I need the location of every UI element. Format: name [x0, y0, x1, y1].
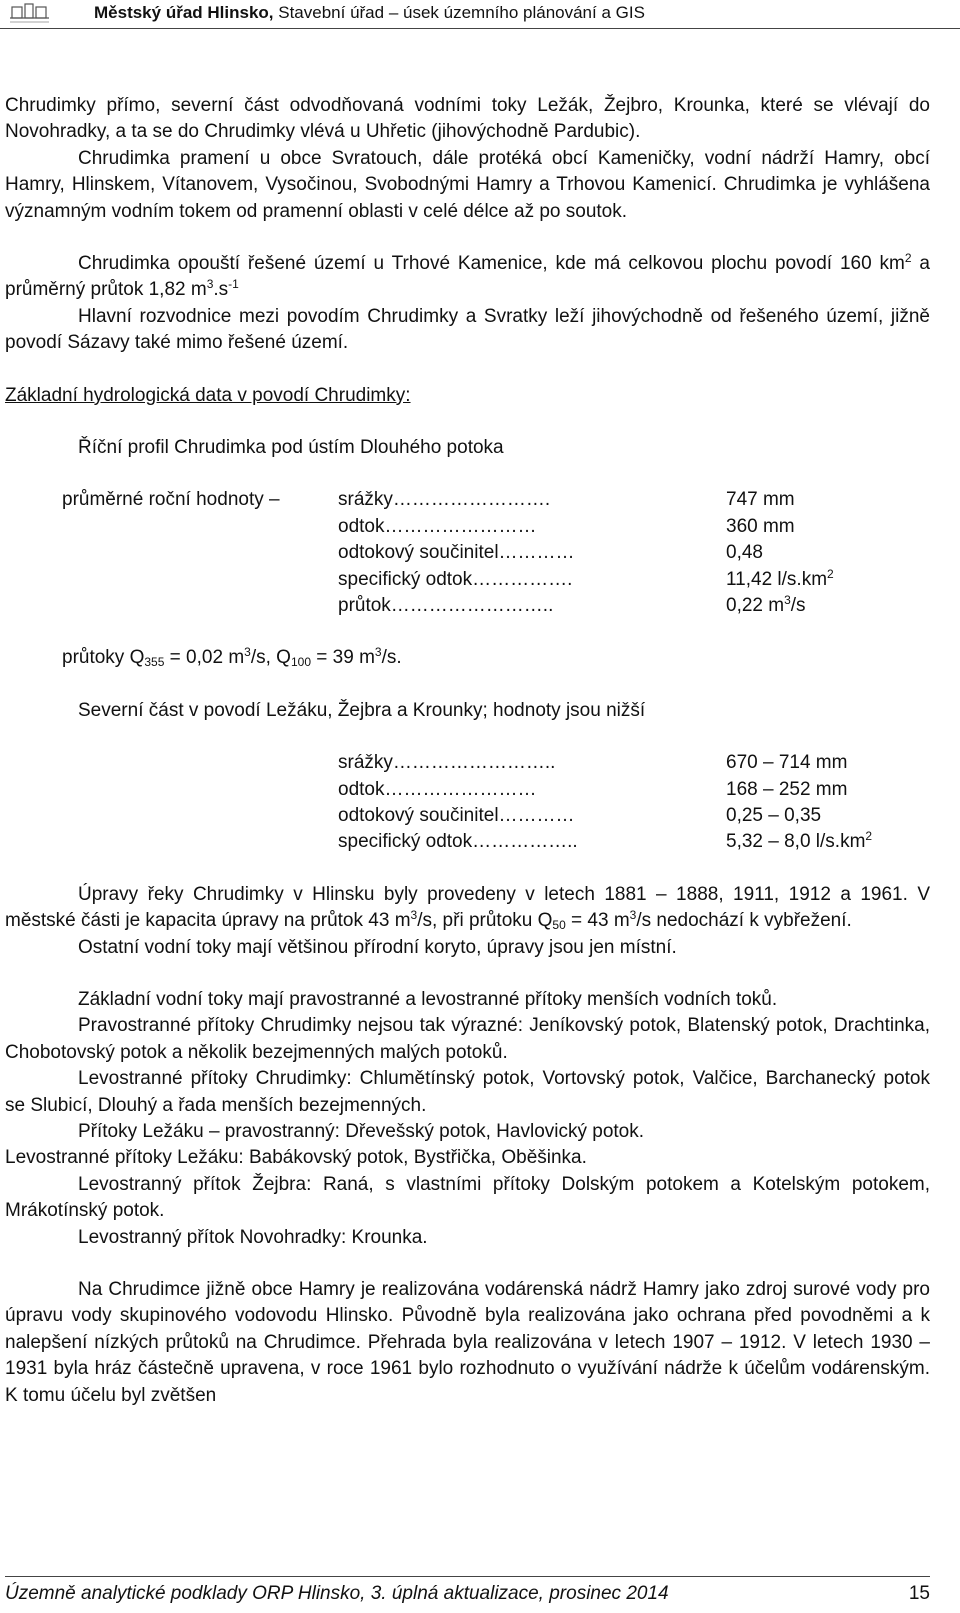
paragraph-1: Chrudimky přímo, severní část odvodňovaná vodními toky Ležák, Žejbro, Krounka, které se vlévají do Novohradky, a ta se do Chrudimky vlévá u Uhřetic (jihovýchodně Pardubic). [5, 95, 930, 143]
footer-text: Územně analytické podklady ORP Hlinsko, 3. úplná aktualizace, prosinec 2014 [5, 1583, 669, 1604]
avg-values-label: průměrné roční hodnoty – [62, 489, 280, 511]
document-body [5, 93, 930, 1409]
paragraph-8: Pravostranné přítoky Chrudimky nejsou tak výrazné: Jeníkovský potok, Blatenský potok, Drachtinka, Chobotovský potok a několik bezejmenných malých potoků. [5, 1015, 930, 1063]
profile-title-1: Říční profil Chrudimka pod ústím Dlouhého potoka [78, 437, 504, 459]
paragraph-11: Levostranné přítoky Ležáku: Babákovský potok, Bystřička, Oběšinka. [5, 1147, 587, 1169]
table-row: odtok…………………… 168 – 252 mm [338, 778, 848, 800]
table-row: odtok…………………… 360 mm [338, 515, 795, 537]
table-row: průtok…………………….. 0,22 $m^3/s$ [338, 593, 806, 617]
paragraph-10: Přítoky Ležáku – pravostranný: Dřevešský potok, Havlovický potok. [78, 1121, 645, 1143]
paragraph-6: Ostatní vodní toky mají většinou přírodní koryto, úpravy jsou jen místní. [78, 936, 677, 958]
page-header [0, 0, 960, 29]
header-title [94, 3, 645, 23]
table-row: specifický odtok…………….. 5,32 – 8,0 $l/s.km^2$ [338, 829, 873, 853]
table-row: srážky…………………….. 670 – 714 mm [338, 752, 848, 774]
paragraph-12: Levostranný přítok Žejbra: Raná, s vlastními přítoky Dolským potokem a Kotelským potokem, Mrákotínský potok. [5, 1173, 930, 1222]
table-row: odtokový součinitel………… 0,48 [338, 542, 763, 564]
table-row: průměrné roční hodnoty – srážky……………………. 747 mm [5, 487, 930, 513]
table-row: odtokový součinitel………… 0,25 – 0,35 [338, 805, 822, 826]
city-logo-icon [7, 1, 59, 25]
page-number: 15 [908, 1583, 930, 1604]
hydro-heading: Základní hydrologická data v povodí Chrudimky: [5, 384, 411, 406]
paragraph-3: Chrudimka opouští řešené území u Trhové Kamenice, kde má celkovou plochu povodí 160 $km^2$ a průměrný průtok 1,82 $m^3.s^{-1}$ [5, 251, 930, 301]
page-footer [5, 1576, 930, 1607]
table-row: specifický odtok……………. 11,42 $l/s.km^2$ [338, 566, 834, 590]
paragraph-5: Úpravy řeky Chrudimky v Hlinsku byly provedeny v letech 1881 – 1888, 1911, 1912 a 1961. V městské části je kapacita úpravy na průtok 43 $m^3/s$, při průtoku $Q_{50} = 43$ $m^3/s$ nedochází k vybřežení. [5, 883, 930, 933]
paragraph-2: Chrudimka pramení u obce Svratouch, dále protéká obcí Kameničky, vodní nádrží Hamry, obcí Hamry, Hlinskem, Vítanovem, Vysočinou, Svobodnými Hamry a Trhovou Kamenicí. Chrudimka je vyhlášena významným vodním tokem od pramenní oblasti v celé délce až po soutok. [5, 147, 930, 222]
flows-line: průtoky $Q_{355} = 0,02$ $m^3/s$, $Q_{100} = 39$ $m^3/s$. [62, 645, 402, 670]
header-org: Městský úřad Hlinsko, [94, 3, 274, 22]
paragraph-13: Levostranný přítok Novohradky: Krounka. [78, 1226, 428, 1248]
paragraph-4: Hlavní rozvodnice mezi povodím Chrudimky a Svratky leží jihovýchodně od řešeného území, jižně povodí Sázavy také mimo řešené území. [5, 305, 930, 354]
header-dept: Stavební úřad – úsek územního plánování a GIS [273, 3, 645, 22]
paragraph-14: Na Chrudimce jižně obce Hamry je realizována vodárenská nádrž Hamry jako zdroj surové vody pro úpravu vody skupinového vodovodu Hlinsko. Původně byla realizována jako ochrana před povodněmi a k nalepšení nízkých průtoků na Chrudimce. Přehrada byla realizována v letech 1907 – 1912. V letech 1930 – 1931 byla hráz částečně upravena, v roce 1961 bylo rozhodnuto o využívání nádrže k účelům vodárenským. K tomu účelu byl zvětšen [5, 1279, 930, 1406]
paragraph-7: Základní vodní toky mají pravostranné a levostranné přítoky menších vodních toků. [78, 989, 778, 1010]
profile-title-2: Severní část v povodí Ležáku, Žejbra a Krounky; hodnoty jsou nižší [78, 699, 646, 721]
paragraph-9: Levostranné přítoky Chrudimky: Chlumětínský potok, Vortovský potok, Valčice, Barchanecký potok se Slubicí, Dlouhý a řada menších bezejmenných. [5, 1068, 930, 1116]
